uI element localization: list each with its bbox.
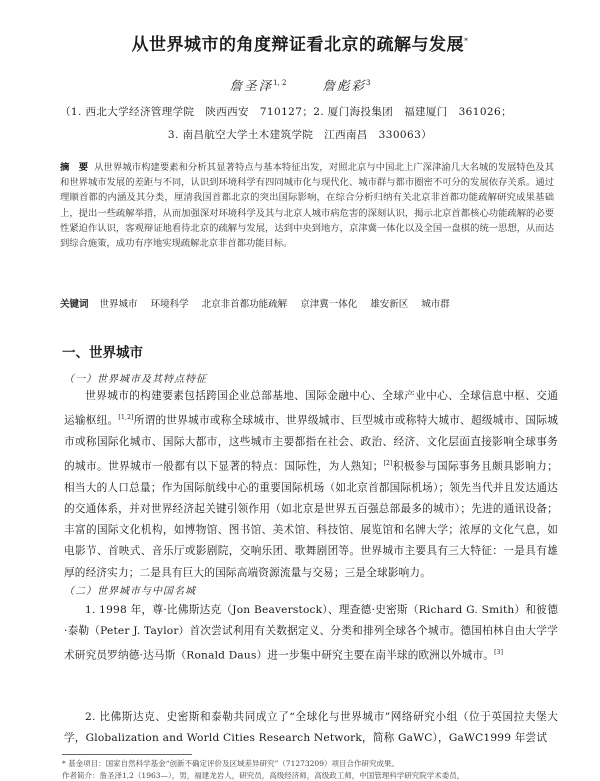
paragraph-text: 2. 比佛斯达克、史密斯和泰勒共同成立了“全球化与世界城市”网络研究小组（位于英国拉夫堡大学，Globalization and World Cities Research Network，简称 GaWC），GaWC1999 年尝试 [64, 711, 558, 745]
title-footnote-mark: * [464, 36, 469, 46]
subsection-heading: （一）世界城市及其特点特征 [64, 374, 207, 385]
author-affil-mark: 3 [365, 78, 371, 87]
keyword: 城市群 [421, 299, 450, 310]
keywords [60, 296, 554, 310]
paragraph-text: 1. 1998 年，尊·比佛斯达克（Jon Beaverstock）、理查德·史密斯（Richard G. Smith）和彼德·泰勒（Peter J. Taylor）首次尝试利用有关数据定义、分类和排列全球各个城市。德国柏林自由大学学术研究员罗纳德·达马斯（Ronald Daus）进一步集中研究主要在南半球的欧洲以外城市。 [64, 604, 558, 662]
keyword: 北京非首都功能疏解 [201, 299, 288, 310]
keyword: 世界城市 [99, 299, 138, 310]
citation: [2] [383, 460, 393, 468]
citation: [1,2] [118, 414, 134, 422]
section-heading: 一、世界城市 [62, 345, 143, 361]
author-line [0, 76, 600, 94]
author-name: 詹彪彩 [322, 78, 366, 93]
keyword: 京津冀一体化 [300, 299, 358, 310]
citation: [3] [494, 649, 504, 657]
paragraph-text: 所谓的世界城市或称全球城市、世界级城市、巨型城市或称特大城市、超级城市、国际城市或称国际化城市、国际大都市，这些城市主要都指在社会、政治、经济、文化层面直接影响全球事务的城市。世界城市一般都有以下显著的特点：国际性，为人熟知； [64, 414, 559, 473]
abstract-label: 摘 要 [60, 162, 89, 173]
body-paragraph [64, 600, 558, 667]
keyword: 环境科学 [150, 299, 189, 310]
abstract-text: 从世界城市构建要素和分析其显著特点与基本特征出发，对照北京与中国北上广深津渝几大名城的发展特色及其和世界城市发展的差距与不同，认识到环境科学有四同城市化与现代化、城市群与都市圈密不可分的发展依存关系。通过理顺首都的内涵及其分类，厘清我国首都北京的突出国际影响，在综合分析归纳有关北京非首都功能疏解研究成果基础上，提出一些疏解举措，从而加强深对环境科学及其与北京人城市病危害的深刻认识，揭示北京首都核心功能疏解的必要性紧迫作认识，客观辩证地看待北京的疏解与发展，达到中央到地方，京津冀一体化以及全国一盘棋的统一思想，从而达到综合施策，成功有序地实现疏解北京非首都功能目标。 [60, 162, 554, 250]
subsection-heading: （二）世界城市与中国名城 [64, 586, 196, 597]
affiliation-line-2: 3. 南昌航空大学土木建筑学院 江西南昌 330063） [167, 129, 433, 141]
affiliation-line-1: （1. 西北大学经济管理学院 陕西西安 710127；2. 厦门海投集团 福建厦门 361026； [60, 106, 512, 118]
footnote: 作者简介：詹圣泽1,2（1963—），男，福建龙岩人，研究员，高级经济师，高级政工师，中国管理科学研究院学术委员， [62, 771, 465, 780]
footnote-divider [62, 754, 192, 755]
author-affil-mark: 1, 2 [273, 78, 287, 87]
title-text: 从世界城市的角度辩证看北京的疏解与发展 [131, 35, 464, 55]
body-paragraph [64, 386, 558, 584]
paragraph-text: 积极参与国际事务且颇具影响力；相当大的人口总量；作为国际航线中心的重要国际机场（如北京首都国际机场）；领先当代并且发达通达的交通体系，并对世界经济起关键引领作用（如北京是世界五百强总部最多的城市）；先进的通讯设备；丰富的国际文化机构，如博物馆、图书馆、美术馆、科技馆、展览馆和名牌大学；浓厚的文化气息，如电影节、首映式、音乐厅或影剧院，交响乐团、歌舞剧团等。世界城市主要具有三大特征：一是具有雄厚的经济实力；二是具有巨大的国际高端资源流量与交易；三是全球影响力。 [64, 460, 558, 579]
footnote: * 基金项目：国家自然科学基金“创新不确定评价及区域差异研究”（71273209）项目合作研究成果。 [62, 759, 399, 768]
paper-title [0, 30, 600, 55]
author-name: 詹圣泽 [229, 78, 274, 93]
keyword: 雄安新区 [370, 299, 409, 310]
abstract [60, 160, 554, 251]
paragraph-text: 世界城市的构建要素包括跨国企业总部基地、国际金融中心、全球产业中心、全球信息中枢、交通运输枢纽。 [64, 390, 558, 427]
keywords-label: 关键词 [60, 299, 89, 310]
body-paragraph [64, 707, 558, 749]
